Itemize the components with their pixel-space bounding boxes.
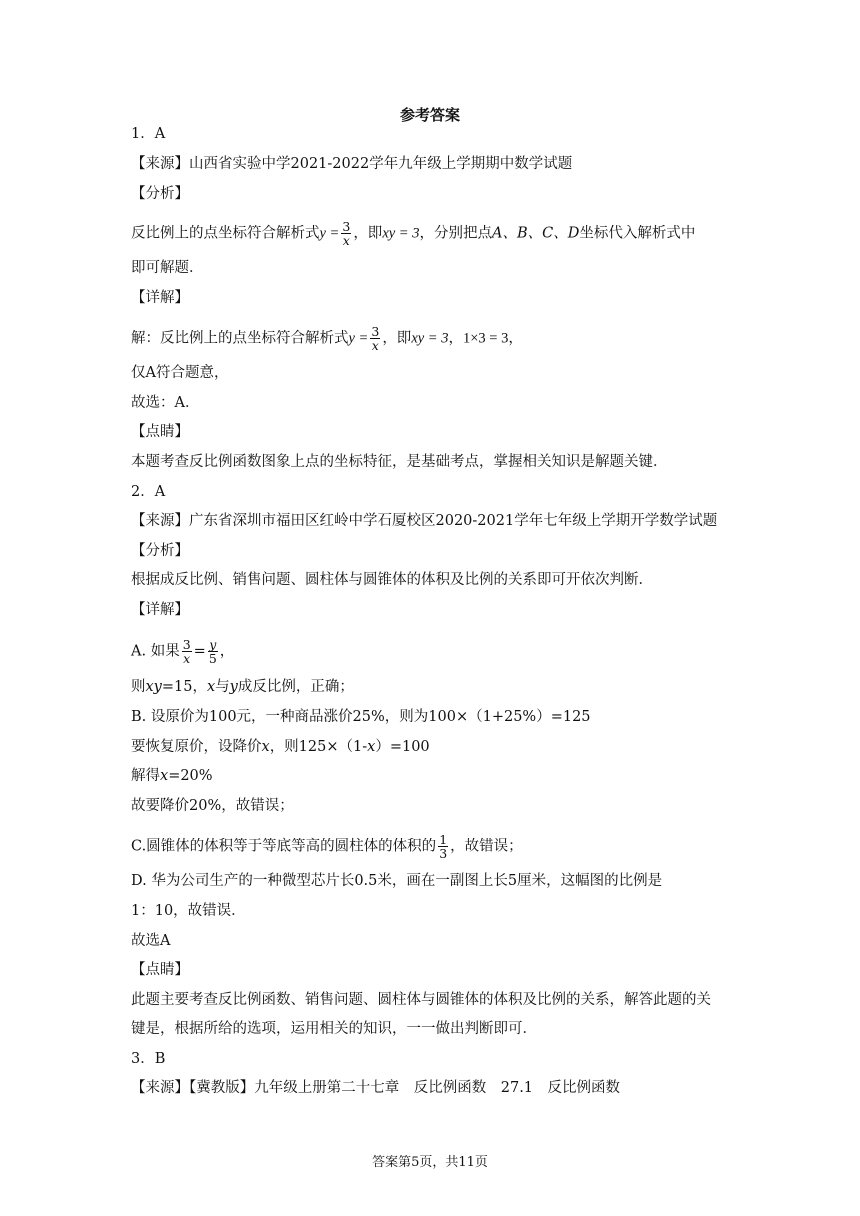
q3-source: 【来源】【冀教版】九年级上册第二十七章 反比例函数 27.1 反比例函数	[131, 1080, 621, 1096]
q1-comment-heading: 【点睛】	[131, 424, 189, 440]
q3-number: 3．B	[131, 1051, 166, 1067]
q1-analysis-heading: 【分析】	[131, 186, 189, 202]
fraction: $\frac{y}{5}$	[208, 637, 217, 666]
q2-comment-heading: 【点睛】	[131, 962, 189, 978]
q2-option-b-line2: 要恢复原价，设降价x，则125×（1-x）=100	[131, 739, 430, 755]
q2-option-b-line3: 解得x=20%	[131, 768, 213, 784]
q1-detail-heading: 【详解】	[131, 290, 189, 306]
fraction: $\frac{3}{x}$	[371, 324, 380, 353]
q1-line: 仅A符合题意，	[131, 365, 229, 381]
q2-option-d-line1: D. 华为公司生产的一种微型芯片长0.5米，画在一副图上长5厘米，这幅图的比例是	[131, 873, 663, 889]
q2-analysis-heading: 【分析】	[131, 543, 189, 559]
q1-number: 1．A	[131, 126, 166, 142]
q2-option-a: A. 如果 $\frac{3}{x}$ = $\frac{y}{5}$ ，	[131, 637, 235, 666]
q2-option-b-line1: B. 设原价为100元，一种商品涨价25%，则为100×（1+25%）=125	[131, 709, 591, 725]
q1-choice: 故选：A．	[131, 395, 200, 411]
q2-comment-line2: 键是，根据所给的选项，运用相关的知识，一一做出判断即可．	[131, 1021, 537, 1037]
q2-detail-heading: 【详解】	[131, 602, 189, 618]
q2-comment-line1: 此题主要考查反比例函数、销售问题、圆柱体与圆锥体的体积及比例的关系，解答此题的关	[131, 992, 711, 1008]
q2-option-d-line2: 1：10，故错误．	[131, 903, 246, 919]
q2-source: 【来源】广东省深圳市福田区红岭中学石厦校区2020-2021学年七年级上学期开学数学试题	[131, 513, 718, 529]
q1-analysis: 反比例上的点坐标符合解析式y = $\frac{3}{x}$ ，即xy = 3，分别把点A、B、C、D坐标代入解析式中	[131, 219, 696, 248]
page-footer: 答案第5页，共11页	[372, 1155, 488, 1170]
q1-detail: 解：反比例上的点坐标符合解析式y = $\frac{3}{x}$ ，即xy = 3，1×3 = 3，	[131, 324, 523, 353]
q2-analysis: 根据成反比例、销售问题、圆柱体与圆锥体的体积及比例的关系即可开依次判断．	[131, 572, 653, 588]
fraction: $\frac{3}{x}$	[342, 219, 351, 248]
fraction: $\frac{3}{x}$	[182, 637, 191, 666]
q2-number: 2．A	[131, 484, 166, 500]
q2-option-a-line2: 则xy=15，x与y成反比例，正确；	[131, 679, 354, 695]
q2-choice: 故选A	[131, 933, 171, 949]
q1-analysis-line2: 即可解题．	[131, 260, 204, 276]
page-title: 参考答案	[399, 106, 460, 124]
q1-comment: 本题考查反比例函数图象上点的坐标特征，是基础考点，掌握相关知识是解题关键．	[131, 454, 668, 470]
fraction: $\frac{1}{3}$	[439, 832, 448, 861]
q2-option-c: C.圆锥体的体积等于等底等高的圆柱体的体积的 $\frac{1}{3}$ ，故错误；	[131, 832, 523, 861]
q1-source: 【来源】山西省实验中学2021-2022学年九年级上学期期中数学试题	[131, 156, 573, 172]
q2-option-b-line4: 故要降价20%，故错误；	[131, 798, 294, 814]
